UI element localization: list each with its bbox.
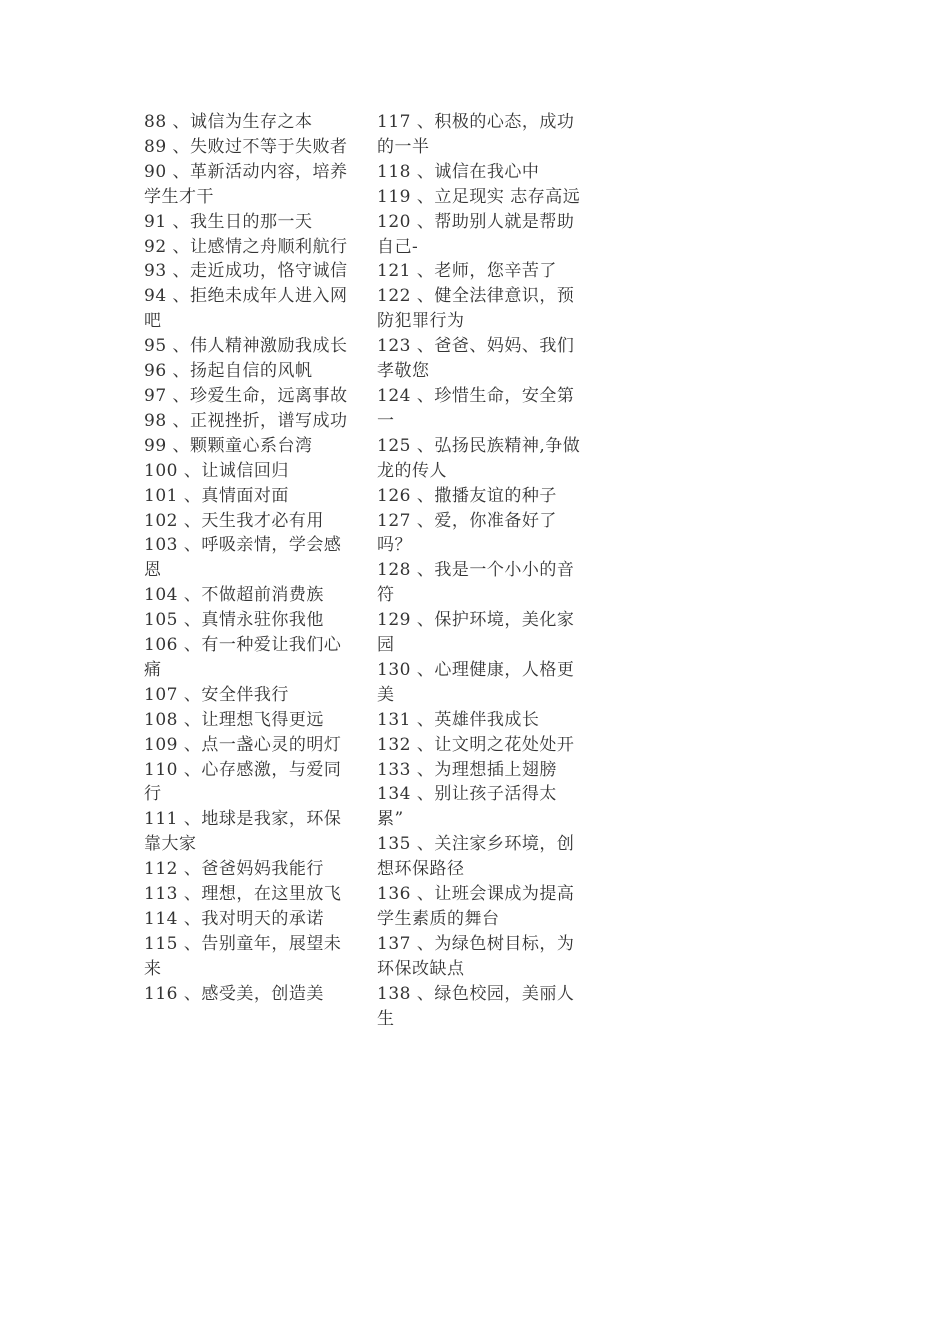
list-item: 102 、天生我才必有用: [144, 510, 324, 531]
list-item: 92 、让感情之舟顺利航行: [144, 236, 348, 257]
right-column: [377, 110, 582, 1032]
list-item: 128 、我是一个小小的音符: [377, 560, 575, 606]
list-item: 136 、让班会课成为提高学生素质的舞台: [377, 884, 575, 929]
list-item: 112 、爸爸妈妈我能行: [144, 859, 324, 880]
list-item: 130 、心理健康，人格更美: [377, 659, 575, 705]
list-item: 89 、失败过不等于失败者: [144, 136, 348, 157]
list-item: 107 、安全伴我行: [144, 684, 289, 705]
list-item: 127 、爱，你准备好了吗？: [377, 510, 557, 556]
left-column: [144, 110, 349, 1007]
list-item: 108 、让理想飞得更远: [144, 709, 324, 730]
list-item: 114 、我对明天的承诺: [144, 909, 324, 929]
list-item: 115 、告别童年，展望未来: [144, 933, 342, 979]
list-item: 133 、为理想插上翅膀: [377, 759, 557, 780]
list-item: 138 、绿色校园，美丽人生: [377, 983, 575, 1029]
list-item: 101 、真情面对面: [144, 485, 289, 506]
list-item: 93 、走近成功，恪守诚信: [144, 261, 348, 282]
list-item: 95 、伟人精神激励我成长: [144, 336, 348, 357]
list-item: 137 、为绿色树目标，为环保改缺点: [377, 933, 575, 979]
list-item: 97 、珍爱生命，远离事故: [144, 385, 348, 406]
list-item: 125 、弘扬民族精神,争做龙的传人: [377, 435, 581, 481]
list-item: 91 、我生日的那一天: [144, 211, 313, 232]
list-item: 109 、点一盏心灵的明灯: [144, 734, 342, 755]
list-item: 99 、颗颗童心系台湾: [144, 435, 313, 456]
list-item: 111 、地球是我家，环保靠大家: [144, 809, 342, 855]
list-item: 124 、珍惜生命，安全第一: [377, 385, 575, 431]
list-item: 122 、健全法律意识，预防犯罪行为: [377, 286, 575, 332]
list-item: 105 、真情永驻你我他: [144, 610, 324, 631]
list-item: 110 、心存感激，与爱同行: [144, 759, 342, 805]
list-item: 113 、理想，在这里放飞: [144, 884, 342, 905]
list-item: 121 、老师，您辛苦了: [377, 261, 557, 282]
list-item: 118 、诚信在我心中: [377, 161, 540, 182]
list-item: 90 、革新活动内容，培养学生才干: [144, 161, 348, 207]
list-item: 119 、立足现实 志存高远: [377, 186, 581, 207]
list-item: 98 、正视挫折，谱写成功: [144, 410, 348, 431]
list-item: 134 、别让孩子活得太累”: [377, 784, 557, 830]
list-item: 117 、积极的心态，成功的一半: [377, 112, 575, 157]
list-item: 103 、呼吸亲情，学会感恩: [144, 535, 342, 581]
list-item: 116 、感受美，创造美: [144, 983, 324, 1004]
list-item: 132 、让文明之花处处开: [377, 734, 575, 755]
list-item: 88 、诚信为生存之本: [144, 112, 313, 132]
list-item: 94 、拒绝未成年人进入网吧: [144, 286, 348, 332]
list-item: 131 、英雄伴我成长: [377, 709, 540, 730]
list-item: 100 、让诚信回归: [144, 460, 289, 481]
list-item: 106 、有一种爱让我们心痛: [144, 635, 342, 680]
list-item: 123 、爸爸、妈妈、我们孝敬您: [377, 336, 575, 382]
list-item: 120 、帮助别人就是帮助自己-: [377, 211, 575, 257]
list-item: 104 、不做超前消费族: [144, 585, 324, 606]
list-item: 135 、关注家乡环境，创想环保路径: [377, 834, 575, 880]
list-item: 96 、扬起自信的风帆: [144, 361, 313, 382]
list-item: 129 、保护环境，美化家园: [377, 610, 575, 656]
list-item: 126 、撒播友谊的种子: [377, 485, 557, 506]
